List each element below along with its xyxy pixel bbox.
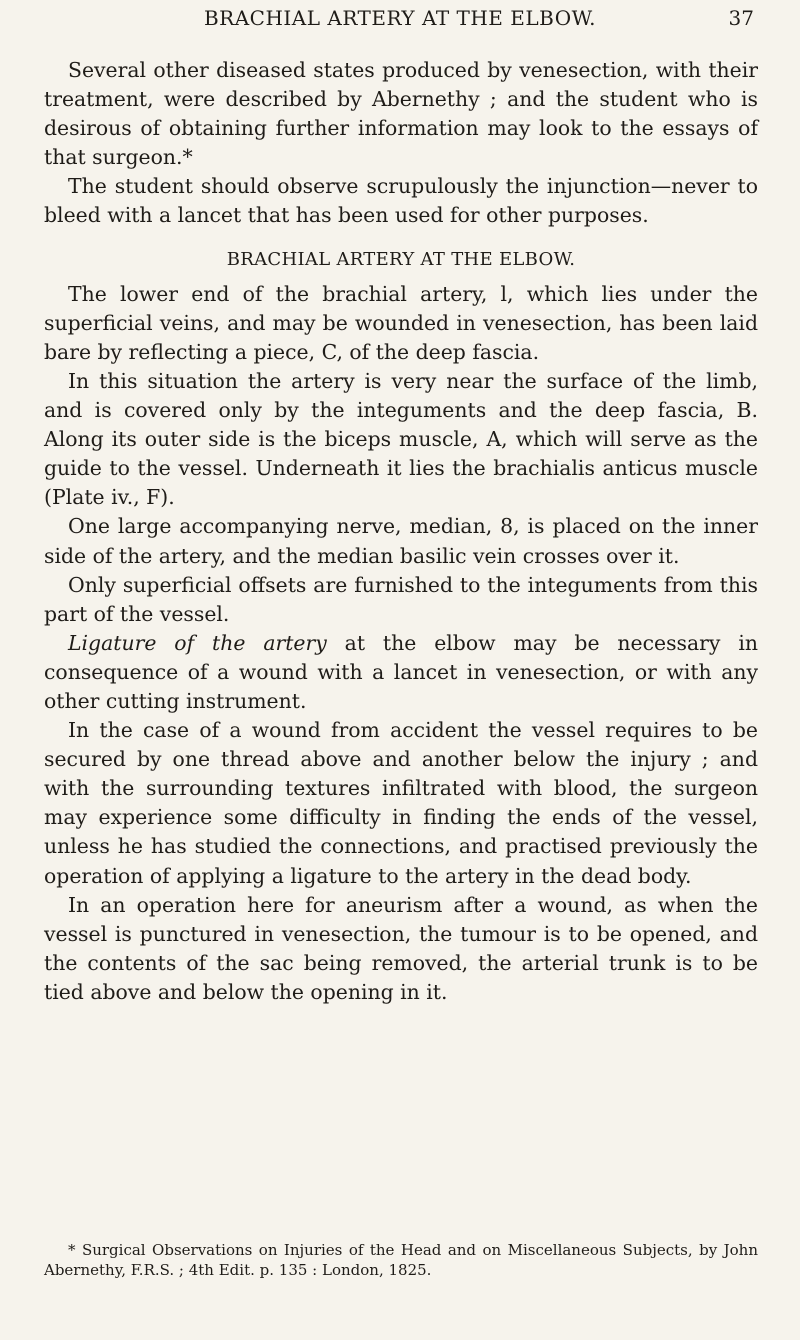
paragraph-nerve: One large accompanying nerve, median, 8, is placed on the inner side of the artery, and the median basilic vein crosses over it. bbox=[44, 514, 758, 568]
paragraph-situation: In this situation the artery is very near the surface of the limb, and is covered only by the integuments and the deep fascia, B. Along its outer side is the biceps muscle, A, which will serve as the guide to the vessel. Underneath it lies the brachialis anticus muscle (Plate iv., F). bbox=[44, 368, 758, 510]
footnote: * Surgical Observations on Injuries of the Head and on Miscellaneous Subjects, by John Abernethy, F.R.S. ; 4th Edit. p. 135 : London, 1825. bbox=[44, 1241, 758, 1279]
section-heading: BRACHIAL ARTERY AT THE ELBOW. bbox=[226, 248, 576, 270]
ligature-rest: at the elbow may be necessary in consequence of a wound with a lancet in venesection, or with any other cutting instrument. bbox=[44, 630, 758, 713]
paragraph-ligature bbox=[44, 629, 758, 716]
paragraph-lower-end: The lower end of the brachial artery, l, which lies under the superficial veins, and may be wounded in venesection, has been laid bare by reflecting a piece, C, of the deep fascia. bbox=[44, 281, 758, 364]
page-number: 37 bbox=[728, 6, 754, 30]
paragraph-offsets: Only superficial offsets are furnished to the integuments from this part of the vessel. bbox=[44, 572, 758, 626]
paragraph-wound-case: In the case of a wound from accident the vessel requires to be secured by one thread above and another below the injury ; and with the surrounding textures infiltrated with blood, the surgeon may experience some difficulty in finding the ends of the vessel, unless he has studied the connections, and practised previously the operation of applying a ligature to the artery in the dead body. bbox=[44, 718, 758, 888]
paragraph-abernethy: Several other diseased states produced by venesection, with their treatment, were described by Abernethy ; and the student who is desirous of obtaining further information may look to the essays of that surgeon.* bbox=[44, 58, 758, 170]
paragraph-aneurism: In an operation here for aneurism after a wound, as when the vessel is punctured in venesection, the tumour is to be opened, and the contents of the sac being removed, the arterial trunk is to be tied above and below the opening in it. bbox=[44, 892, 758, 1004]
paragraph-lancet-injunction: The student should observe scrupulously the injunction—never to bleed with a lancet that has been used for other purposes. bbox=[44, 174, 758, 228]
running-head bbox=[0, 2, 800, 34]
running-title: BRACHIAL ARTERY AT THE ELBOW. bbox=[203, 6, 597, 30]
body-text bbox=[44, 56, 758, 1007]
ligature-italic-phrase: Ligature of the artery bbox=[68, 630, 327, 655]
